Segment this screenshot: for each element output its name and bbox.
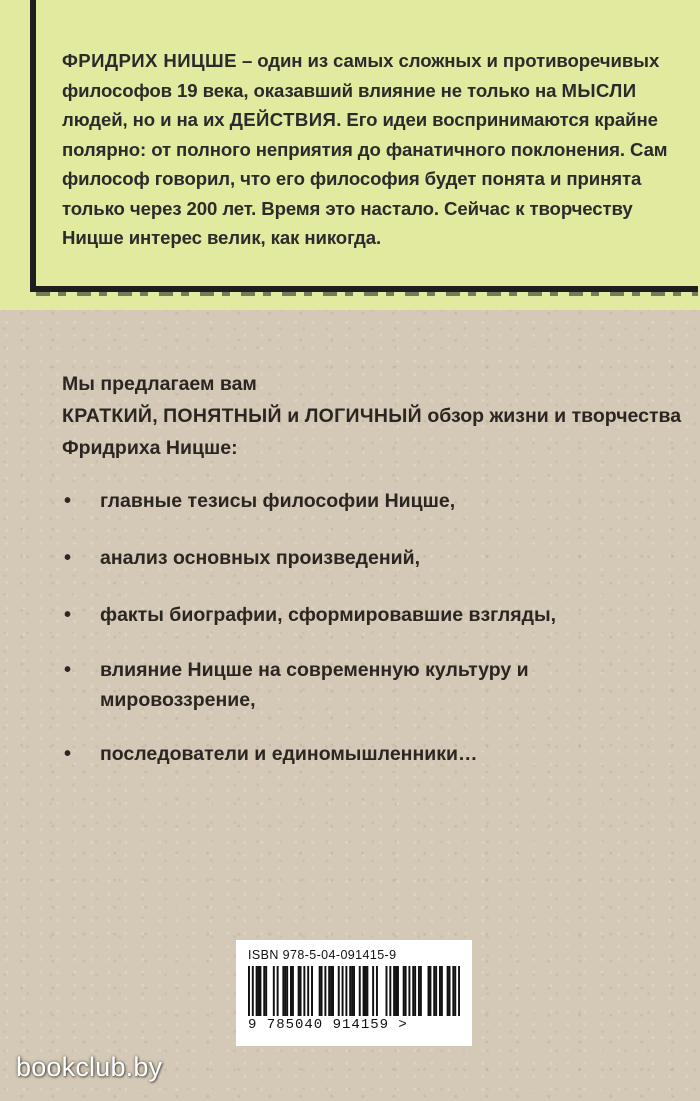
barcode-bar <box>366 966 368 1016</box>
barcode-bar <box>345 966 347 1016</box>
barcode-bar <box>328 966 330 1016</box>
barcode-bar <box>300 966 302 1016</box>
barcode-bar <box>449 966 451 1016</box>
offer-paragraph <box>62 368 682 464</box>
barcode-bar <box>405 966 407 1016</box>
annotation-panel <box>0 0 700 310</box>
barcode-bar <box>393 966 395 1016</box>
barcode-bar <box>351 966 353 1016</box>
barcode-bars <box>248 966 460 1016</box>
barcode-bar <box>298 966 300 1016</box>
barcode-bar <box>342 966 344 1016</box>
author-name: ФРИДРИХ НИЦШЕ <box>62 50 237 71</box>
offer-word-clear: ПОНЯТНЫЙ <box>163 405 282 427</box>
barcode-bar <box>389 966 391 1016</box>
barcode-bar <box>286 966 288 1016</box>
barcode-bar <box>439 966 441 1016</box>
barcode-bar <box>292 966 294 1016</box>
barcode-bar <box>452 966 454 1016</box>
site-watermark: bookclub.by <box>16 1052 163 1082</box>
actions-word: ДЕЙСТВИЯ <box>229 109 337 130</box>
barcode-bar <box>420 966 422 1016</box>
barcode-bar <box>324 966 326 1016</box>
barcode-bar <box>353 966 355 1016</box>
barcode-bar <box>303 966 305 1016</box>
intro-text-2: людей, но и на их <box>62 109 230 130</box>
barcode-bar <box>412 966 414 1016</box>
bullet-marker: • <box>64 743 72 765</box>
barcode-bar <box>458 966 460 1016</box>
barcode-bar <box>332 966 334 1016</box>
barcode-bar <box>284 966 286 1016</box>
offer-text-end: обзор жизни и творчества Фридриха Ницше: <box>62 405 682 459</box>
barcode-bar <box>403 966 405 1016</box>
barcode-bar <box>363 966 365 1016</box>
offer-sep-1: , <box>152 405 164 427</box>
offer-line-1: Мы предлагаем вам <box>62 373 257 395</box>
list-item <box>62 655 620 715</box>
barcode-bar <box>395 966 397 1016</box>
intro-text-1: – один из самых сложных и противоречивых философов 19 века, оказавший влияние не только на <box>62 50 660 101</box>
list-item <box>62 600 682 630</box>
barcode-bar <box>454 966 456 1016</box>
barcode-bar <box>256 966 258 1016</box>
barcode-bar <box>397 966 399 1016</box>
barcode-bar <box>258 966 260 1016</box>
contents-list <box>62 486 682 769</box>
barcode-bar <box>414 966 416 1016</box>
bullet-marker: • <box>64 547 72 569</box>
offer-word-brief: КРАТКИЙ <box>62 405 153 427</box>
barcode-digits: 9 785040 914159 > <box>248 1017 408 1033</box>
offer-sep-2: и <box>281 405 305 427</box>
barcode-bar <box>263 966 265 1016</box>
barcode-bar <box>372 966 374 1016</box>
barcode-bar <box>259 966 261 1016</box>
bullet-marker: • <box>64 659 72 681</box>
isbn-number: ISBN 978-5-04-091415-9 <box>248 948 397 962</box>
list-item-text: анализ основных произведений, <box>100 547 421 569</box>
barcode-bar <box>321 966 323 1016</box>
list-item-text: факты биографии, сформировавшие взгляды, <box>100 604 557 626</box>
barcode-bar <box>248 966 250 1016</box>
barcode-bar <box>277 966 279 1016</box>
barcode-bar <box>435 966 437 1016</box>
barcode-bar <box>273 966 275 1016</box>
bullet-marker: • <box>64 604 72 626</box>
list-item-text: влияние Ницше на современную культуру и мировоззрение, <box>100 659 529 711</box>
barcode-bar <box>252 966 254 1016</box>
barcode-bar <box>441 966 443 1016</box>
barcode-bar <box>307 966 309 1016</box>
offer-word-logical: ЛОГИЧНЫЙ <box>304 405 422 427</box>
barcode-bar <box>359 966 361 1016</box>
barcode-bar <box>338 966 340 1016</box>
isbn-barcode <box>236 940 472 1046</box>
barcode-bar <box>319 966 321 1016</box>
barcode-bar <box>349 966 351 1016</box>
barcode-bar <box>429 966 431 1016</box>
offer-line-2 <box>62 400 682 464</box>
bullet-marker: • <box>64 490 72 512</box>
barcode-bar <box>386 966 388 1016</box>
list-item-text: главные тезисы философии Ницше, <box>100 490 456 512</box>
barcode-bar <box>408 966 410 1016</box>
barcode-bar <box>330 966 332 1016</box>
barcode-bar <box>311 966 313 1016</box>
list-item <box>62 486 682 516</box>
thoughts-word: МЫСЛИ <box>561 79 637 101</box>
intro-paragraph <box>62 46 682 253</box>
barcode-bar <box>282 966 284 1016</box>
barcode-bar <box>433 966 435 1016</box>
list-item <box>62 543 682 573</box>
list-item <box>62 739 682 769</box>
barcode-bar <box>447 966 449 1016</box>
barcode-bar <box>418 966 420 1016</box>
list-item-text: последователи и единомышленники… <box>100 743 478 765</box>
barcode-bar <box>365 966 367 1016</box>
barcode-bar <box>290 966 292 1016</box>
intro-text-3: . Его идеи воспринимаются крайне полярно: от полного неприятия до фанатичного поклонения. Сам философ говорил, что его философия будет понята и принята только через 200 лет. Время это настало. Сейчас к творчеству Ницше интерес велик, как никогда. <box>62 109 668 248</box>
barcode-bar <box>265 966 267 1016</box>
barcode-bar <box>428 966 430 1016</box>
barcode-bar <box>376 966 378 1016</box>
